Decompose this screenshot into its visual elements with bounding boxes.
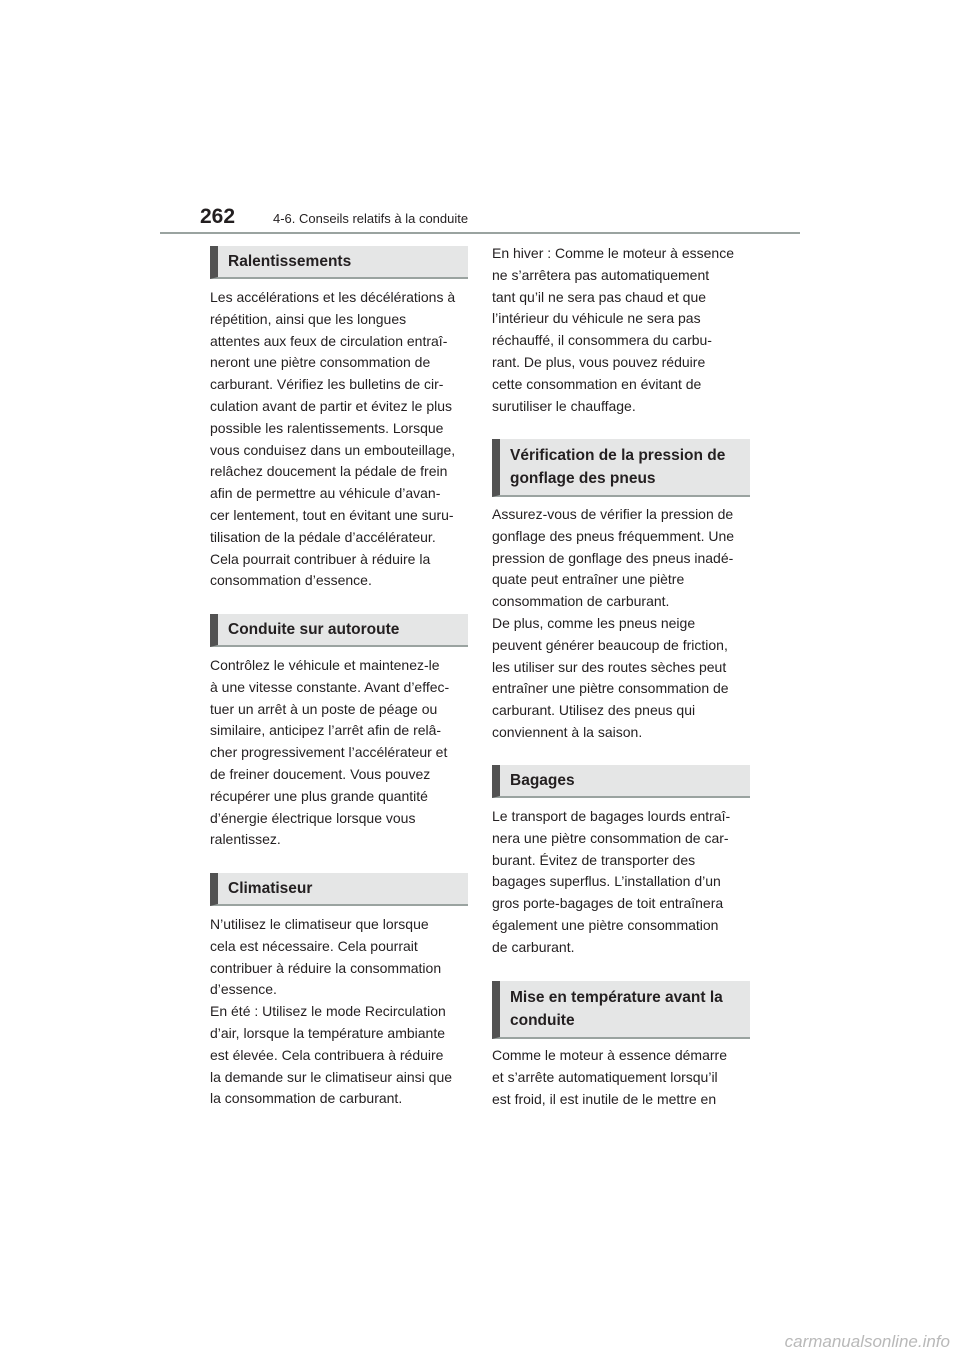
heading-temperature [492, 981, 750, 1039]
paragraph-autoroute: Contrôlez le véhicule et maintenez-le à une vitesse constante. Avant d’effec- tuer un arrêt à un poste de péage ou similaire, anticipez l’arrêt afin de relâ- cher progressivement l’accélérateur et de freiner doucement. Vous pouvez récupérer une plus grande quantité d’énergie électrique lorsque vous ralentissez. [210, 657, 450, 848]
heading-ralentissements [210, 246, 468, 279]
heading-temperature-label: Mise en température avant la conduite [510, 989, 723, 1029]
watermark: carmanualsonline.info [784, 1332, 950, 1351]
paragraph-bagages: Le transport de bagages lourds entraî- nera une piètre consommation de car- burant. Évitez de transporter des bagages superflus. L’installation d’un gros porte-bagages de toit entraînera également une piètre consommation de carburant. [492, 808, 731, 955]
heading-autoroute [210, 614, 468, 647]
section-title: 4-6. Conseils relatifs à la conduite [273, 211, 469, 226]
paragraph-climatiseur: N’utilisez le climatiseur que lorsque cela est nécessaire. Cela pourrait contribuer à réduire la consommation d’essence. En été : Utilisez le mode Recirculation d’air, lorsque la température ambiante est élevée. Cela contribuera à réduire la demande sur le climatiseur ainsi que la consommation de carburant. [210, 916, 453, 1107]
paragraph-pneus: Assurez-vous de vérifier la pression de gonflage des pneus fréquemment. Une pression de gonflage des pneus inadé- quate peut entraîner une piètre consommation de carburant. De plus, comme les pneus neige peuvent générer beaucoup de friction, les utiliser sur des routes sèches peut entraîner une piètre consommation de carburant. Utilisez des pneus qui conviennent à la saison. [492, 506, 735, 740]
heading-pneus [492, 439, 750, 497]
header-divider [160, 232, 800, 234]
paragraph-hiver: En hiver : Comme le moteur à essence ne s’arrêtera pas automatiquement tant qu’il ne sera pas chaud et que l’intérieur du véhicule ne sera pas réchauffé, il consommera du carbu- rant. De plus, vous pouvez réduire cette consommation en évitant de surutiliser le chauffage. [492, 245, 734, 414]
heading-bagages-label: Bagages [510, 772, 575, 789]
page-number: 262 [200, 205, 236, 228]
heading-bagages [492, 765, 750, 798]
heading-ralentissements-label: Ralentissements [228, 253, 352, 270]
heading-pneus-label: Vérification de la pression de gonflage des pneus [510, 447, 726, 487]
paragraph-temperature: Comme le moteur à essence démarre et s’arrête automatiquement lorsqu’il est froid, il est inutile de le mettre en [492, 1047, 727, 1107]
heading-climatiseur-label: Climatiseur [228, 880, 313, 897]
heading-climatiseur [210, 873, 468, 906]
heading-autoroute-label: Conduite sur autoroute [228, 621, 400, 638]
paragraph-ralentissements: Les accélérations et les décélérations à répétition, ainsi que les longues attentes aux feux de circulation entraî- neront une piètre consommation de carburant. Vérifiez les bulletins de cir- culation avant de partir et évitez le plus possible les ralentissements. Lorsque vous conduisez dans un embouteillage, relâchez doucement la pédale de frein afin de permettre au véhicule d’avan- cer lentement, tout en évitant une suru- tilisation de la pédale d’accélérateur. Cela pourrait contribuer à réduire la consommation d’essence. [210, 289, 456, 589]
